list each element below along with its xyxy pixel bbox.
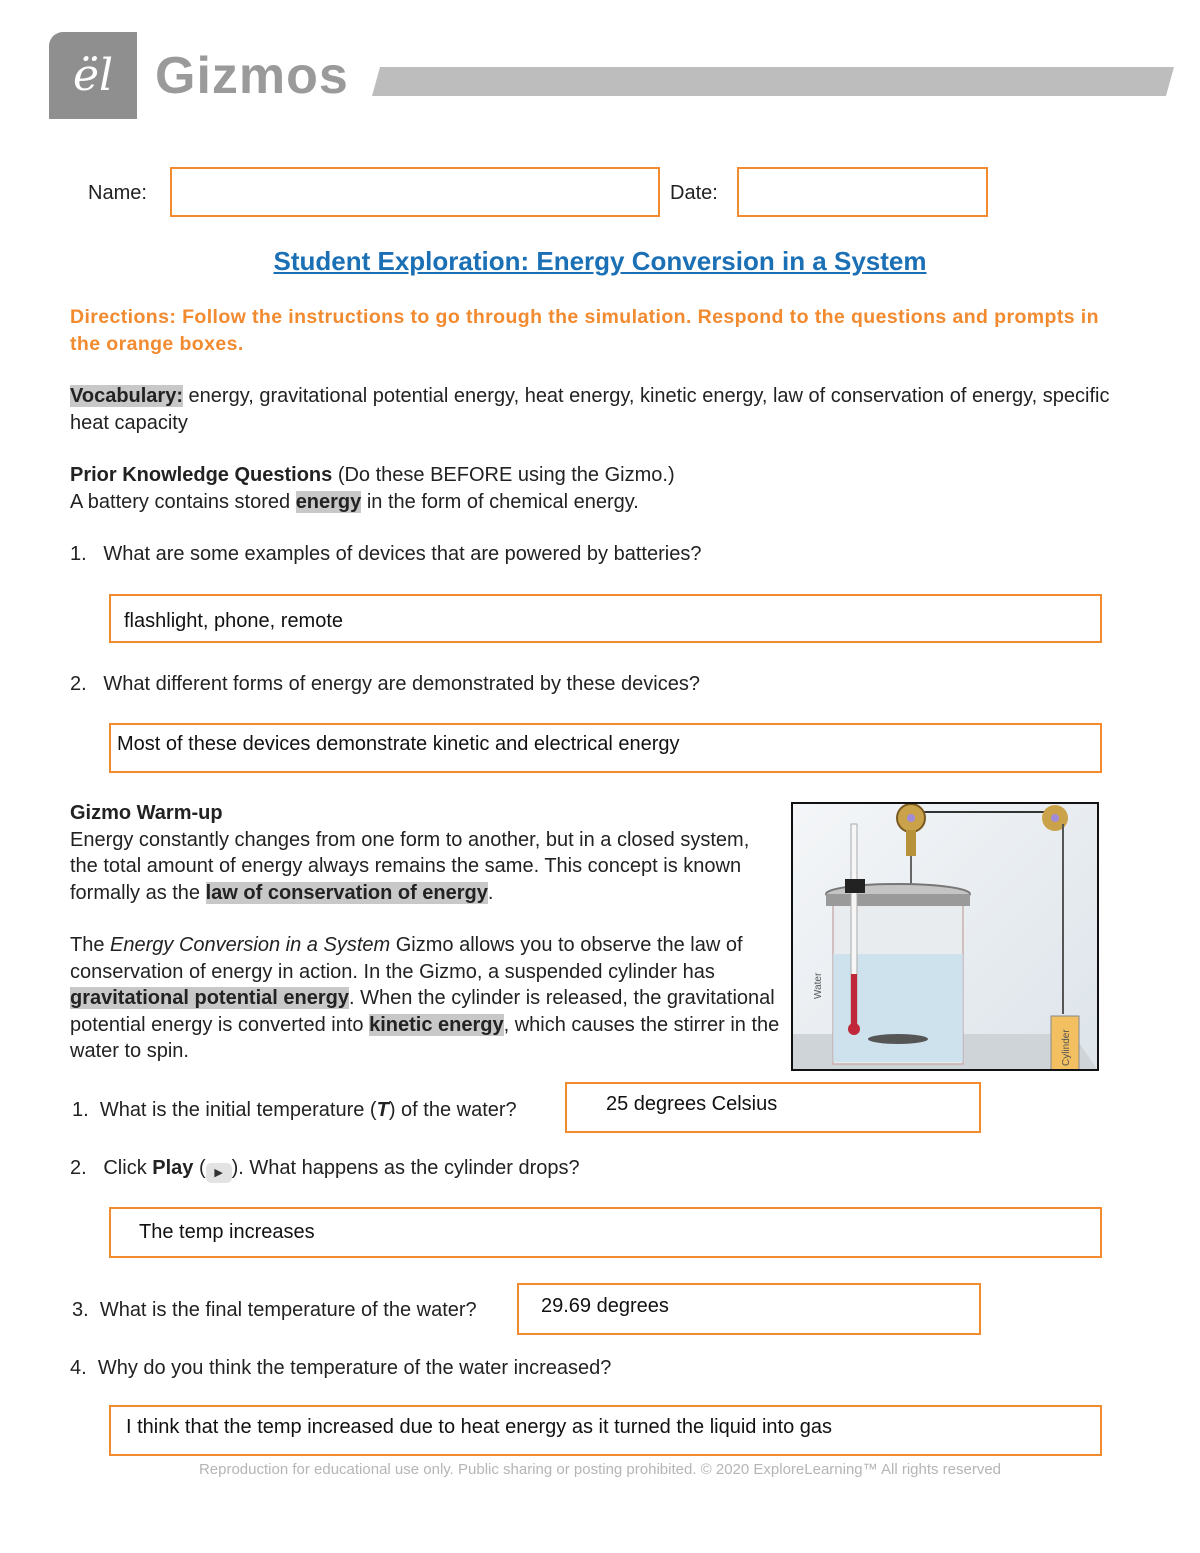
prior-note: (Do these BEFORE using the Gizmo.) xyxy=(332,464,675,486)
answer-box-warmup-1[interactable] xyxy=(565,1082,981,1133)
play-icon: ▶ xyxy=(206,1163,232,1183)
name-label: Name: xyxy=(88,182,147,204)
answer-text: I think that the temp increased due to heat energy as it turned the liquid into gas xyxy=(126,1416,833,1438)
prior-heading: Prior Knowledge Questions xyxy=(70,464,333,486)
gpe-term: gravitational potential energy xyxy=(70,987,349,1009)
answer-text: flashlight, phone, remote xyxy=(124,610,344,632)
footer-copyright: Reproduction for educational use only. Public sharing or posting prohibited. © 2020 ExploreLearning™ All rights reserved xyxy=(198,1461,1002,1478)
answer-text: The temp increases xyxy=(139,1221,315,1243)
vocabulary xyxy=(70,383,1130,436)
law-term: law of conservation of energy xyxy=(205,881,488,904)
date-label: Date: xyxy=(670,182,718,204)
warmup-question-2: 2. Click Play ( ▶ ). What happens as the cylinder drops? xyxy=(70,1157,580,1183)
date-field[interactable] xyxy=(737,167,988,217)
prior-question-1: 1. What are some examples of devices that are powered by batteries? xyxy=(70,543,702,565)
ke-term: kinetic energy xyxy=(369,1013,504,1036)
answer-box-warmup-3[interactable] xyxy=(517,1283,981,1335)
prior-knowledge-heading xyxy=(70,462,675,489)
prior-intro: A battery contains stored energy in the form of chemical energy. xyxy=(70,491,639,513)
page-title: Student Exploration: Energy Conversion in a System xyxy=(273,246,927,276)
vocabulary-text: energy, gravitational potential energy, heat energy, kinetic energy, law of conservation of energy, specific heat capacity xyxy=(70,385,1110,434)
warmup-question-3: 3. What is the final temperature of the water? xyxy=(72,1299,477,1321)
directions: Directions: Follow the instructions to go through the simulation. Respond to the questions and prompts in the orange boxes. xyxy=(70,306,1099,355)
answer-box-prior-1[interactable] xyxy=(109,594,1102,643)
water-label: Water xyxy=(813,972,824,999)
answer-text: 25 degrees Celsius xyxy=(606,1093,778,1115)
gizmos-logo-text: Gizmos xyxy=(155,47,349,105)
answer-text: 29.69 degrees xyxy=(541,1295,669,1317)
energy-term: energy xyxy=(295,491,362,513)
name-field[interactable] xyxy=(170,167,660,217)
warmup-question-1: 1. What is the initial temperature (T) of the water? xyxy=(72,1099,517,1121)
warmup-section: Gizmo Warm-up Energy constantly changes from one form to another, but in a closed system, the total amount of energy always remains the same. This concept is known formally as the law of conservation of energy. The Energy Conversion in a System Gizmo allows you to observe the law of conservation of energy in action. In the Gizmo, a suspended cylinder has gravitational potential energy. When the cylinder is released, the gravitational potential energy is converted into kinetic energy, which causes the stirrer in the water to spin. xyxy=(70,802,780,1062)
warmup-heading: Gizmo Warm-up xyxy=(70,802,223,824)
energy-conversion-illustration xyxy=(793,804,1097,1069)
answer-text: Most of these devices demonstrate kinetic and electrical energy xyxy=(117,733,680,755)
prior-question-2: 2. What different forms of energy are demonstrated by these devices? xyxy=(70,673,700,695)
explorelearning-logo: ël xyxy=(49,32,137,119)
vocabulary-label: Vocabulary: xyxy=(70,385,183,407)
cylinder-label: Cylinder xyxy=(1061,1029,1072,1066)
answer-box-warmup-4[interactable] xyxy=(109,1405,1102,1456)
answer-box-warmup-2[interactable] xyxy=(109,1207,1102,1258)
header-bar xyxy=(372,67,1174,96)
answer-box-prior-2[interactable] xyxy=(109,723,1102,773)
gizmo-screenshot xyxy=(791,802,1099,1071)
warmup-question-4: 4. Why do you think the temperature of the water increased? xyxy=(70,1357,612,1379)
